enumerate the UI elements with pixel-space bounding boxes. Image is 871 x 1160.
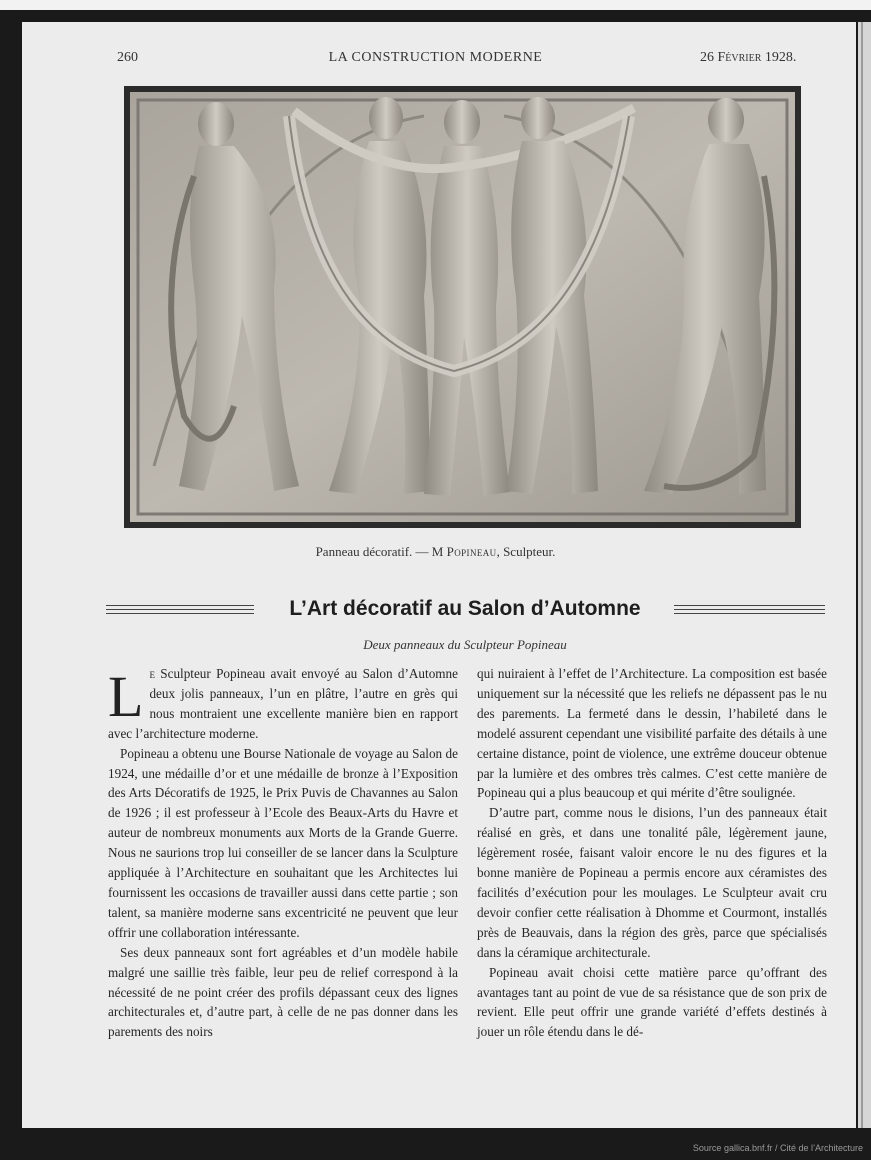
page-edge-strip — [858, 22, 871, 1128]
first-word-rest: e — [149, 666, 155, 681]
relief-panel-photo — [124, 86, 801, 528]
article-column-right — [477, 664, 827, 1042]
paragraph: qui nuiraient à l’effet de l’Architecture. La composition est basée uniquement sur la nécessité que les reliefs ne dépassent pas le nu des parements. La fermeté dans le dessin, l’habileté dans le modelé assurent cependant une visibilité parfaite des détails à une certaine distance, point de violence, une extrême douceur obtenue par la lumière et des ombres très calmes. C’est cette manière de Popineau qui a plus beaucoup et qui mérite d’être soulignée. — [477, 666, 827, 801]
article-subtitle: Deux panneaux du Sculpteur Popineau — [363, 637, 567, 652]
paragraph: Ses deux panneaux sont fort agréables et d’un modèle habile malgré une saillie très faible, leur peu de relief correspond à la nécessité de ne point créer des profils dépassant ceux des lignes architecturales et, d’autre part, à celle de ne pas donner dans les parements des noirs — [108, 944, 458, 1040]
page-number: 260 — [117, 50, 138, 65]
paragraph: D’autre part, comme nous le disions, l’un des panneaux était réalisé en grès, et dans une tonalité pâle, légèrement jaune, légèrement rosée, faisant valoir encore le nu des figures et la bonne manière de Popineau a permis encore aux céramistes des facilités d’exécution pour les moulages. Le Sculpteur avait cru devoir confier cette réalisation à Dhomme et Courmont, installés près de Beauvais, dans la région des grès, parce que spécialisés dans la céramique architecturale. — [477, 805, 827, 960]
relief-illustration — [124, 86, 801, 528]
article-title: L’Art décoratif au Salon d’Automne — [289, 597, 641, 620]
issue-date: 26 Février 1928. — [700, 50, 797, 65]
caption-prefix: Panneau décoratif. — M — [315, 544, 444, 559]
paragraph: Popineau avait choisi cette matière parce qu’offrant des avantages tant au point de vue de sa résistance que de son prix de revient. Elle peut offrir une grande variété d’effets destinés à jouer un rôle étendu dans le dé- — [477, 964, 827, 1040]
paragraph-text: Sculpteur Popineau avait envoyé au Salon d’Automne deux jolis panneaux, l’un en plâtre, l’autre en grès qui nous montraient une excellente manière bien en rapport avec l’architecture moderne. — [108, 666, 458, 741]
drop-cap: L — [108, 664, 144, 729]
article-column-left — [108, 664, 458, 1042]
paragraph — [108, 664, 458, 744]
journal-title: LA CONSTRUCTION MODERNE — [328, 50, 543, 65]
caption-suffix: , Sculpteur. — [496, 544, 556, 559]
caption-sculptor-name: Popineau — [446, 544, 497, 559]
paragraph: Popineau a obtenu une Bourse Nationale de voyage au Salon de 1924, une médaille d’or et une médaille de bronze à l’Exposition des Arts Décoratifs de 1925, le Prix Puvis de Chavannes au Salon de 1926 ; il est professeur à l’Ecole des Beaux-Arts du Havre et auteur de nombreux monuments aux Morts de la Grande Guerre. Nous ne saurions trop lui conseiller de se lancer dans la Sculpture appliquée à l’Architecture en souhaitant que les Architectes lui fournissent les occasions de travailler aussi dans cette partie ; son talent, sa manière moderne sans excentricité ne peuvent que leur offrir une collaboration intéressante. — [108, 745, 458, 940]
scan-top-margin — [0, 0, 871, 10]
figure-caption — [0, 544, 871, 560]
source-credit: Source gallica.bnf.fr / Cité de l’Architecture — [692, 1143, 863, 1153]
